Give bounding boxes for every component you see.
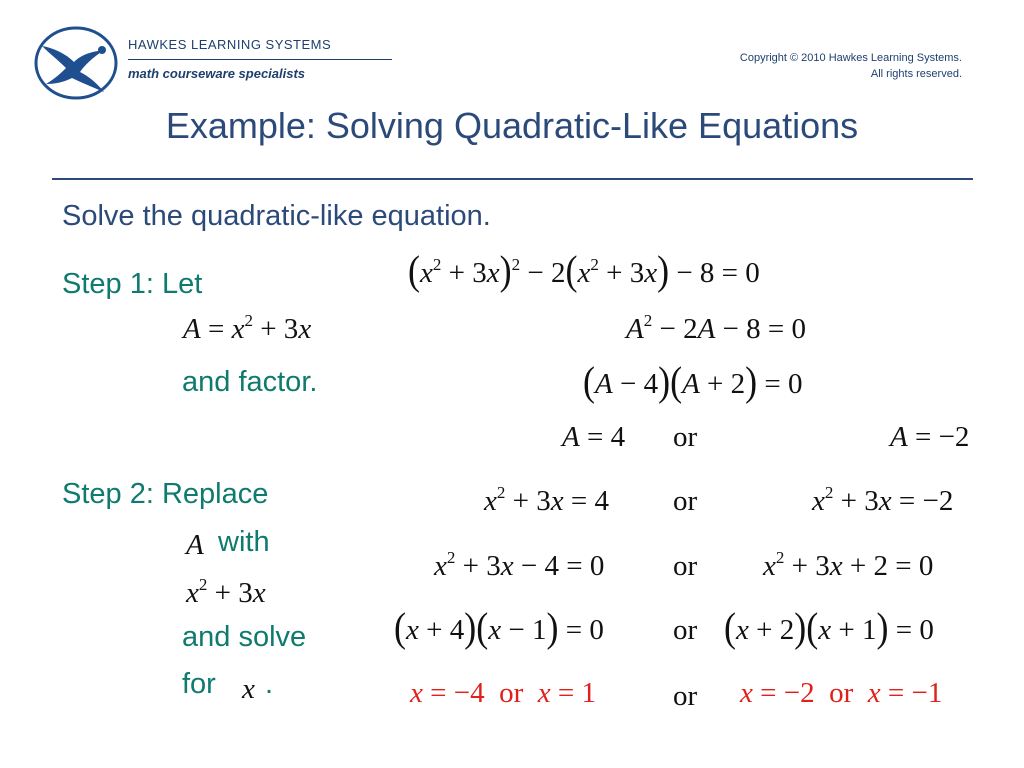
or-label-4: or — [673, 614, 698, 646]
or-label-3: or — [673, 550, 698, 582]
standard-form-left: $x^2 + 3x - 4 = 0$ — [434, 548, 605, 582]
intro-text: Solve the quadratic-like equation. — [62, 200, 491, 232]
substituted-equation: $A^2 - 2A - 8 = 0$ — [626, 311, 807, 345]
variable-a: A — [186, 529, 204, 561]
or-label-5: or — [673, 680, 698, 712]
step2-period: . — [265, 668, 274, 700]
step2-label: Step 2: Replace — [62, 478, 269, 510]
standard-form-right: $x^2 + 3x + 2 = 0$ — [763, 548, 934, 582]
or-label-2: or — [673, 485, 698, 517]
original-equation: $(x^2 + 3x)^2 - 2(x^2 + 3x) - 8 = 0$ — [408, 247, 760, 293]
title-divider — [52, 178, 973, 180]
copyright-notice — [740, 50, 962, 82]
or-label-1: or — [673, 421, 698, 453]
slide-title: Example: Solving Quadratic-Like Equations — [165, 105, 859, 146]
factored-form-right: (x + 2)(x + 1) = 0 — [724, 604, 934, 650]
factored-equation: (A − 4)(A + 2) = 0 — [583, 358, 803, 404]
step1-and-factor: and factor. — [182, 366, 318, 398]
step2-and-solve: and solve — [182, 621, 307, 653]
replacement-expression: $x^2 + 3x$ — [186, 575, 266, 609]
brand-tagline: math courseware specialists — [128, 66, 306, 81]
step1-label: Step 1: Let — [62, 268, 203, 300]
brand-divider — [128, 59, 392, 60]
step2-for: for — [182, 668, 216, 700]
solution-a-4: A = 4 — [562, 421, 626, 453]
eagle-logo-icon — [34, 26, 118, 100]
variable-x: x — [242, 673, 255, 705]
substitution-expression: $A = x^2 + 3x$ — [183, 311, 312, 345]
copyright-line-1: Copyright © 2010 Hawkes Learning Systems. — [739, 52, 962, 64]
factored-form-left: (x + 4)(x − 1) = 0 — [394, 604, 604, 650]
replaced-equation-left: $x^2 + 3x = 4$ — [484, 483, 609, 517]
solution-a-neg2: A = −2 — [890, 421, 970, 453]
final-solutions-right: x = −2 or x = −1 — [740, 677, 943, 709]
copyright-line-2: All rights reserved. — [870, 68, 962, 80]
replaced-equation-right: $x^2 + 3x = -2$ — [812, 483, 954, 517]
final-solutions-left: x = −4 or x = 1 — [410, 677, 596, 709]
step2-with: with — [218, 526, 270, 558]
brand-name: HAWKES LEARNING SYSTEMS — [128, 37, 332, 52]
